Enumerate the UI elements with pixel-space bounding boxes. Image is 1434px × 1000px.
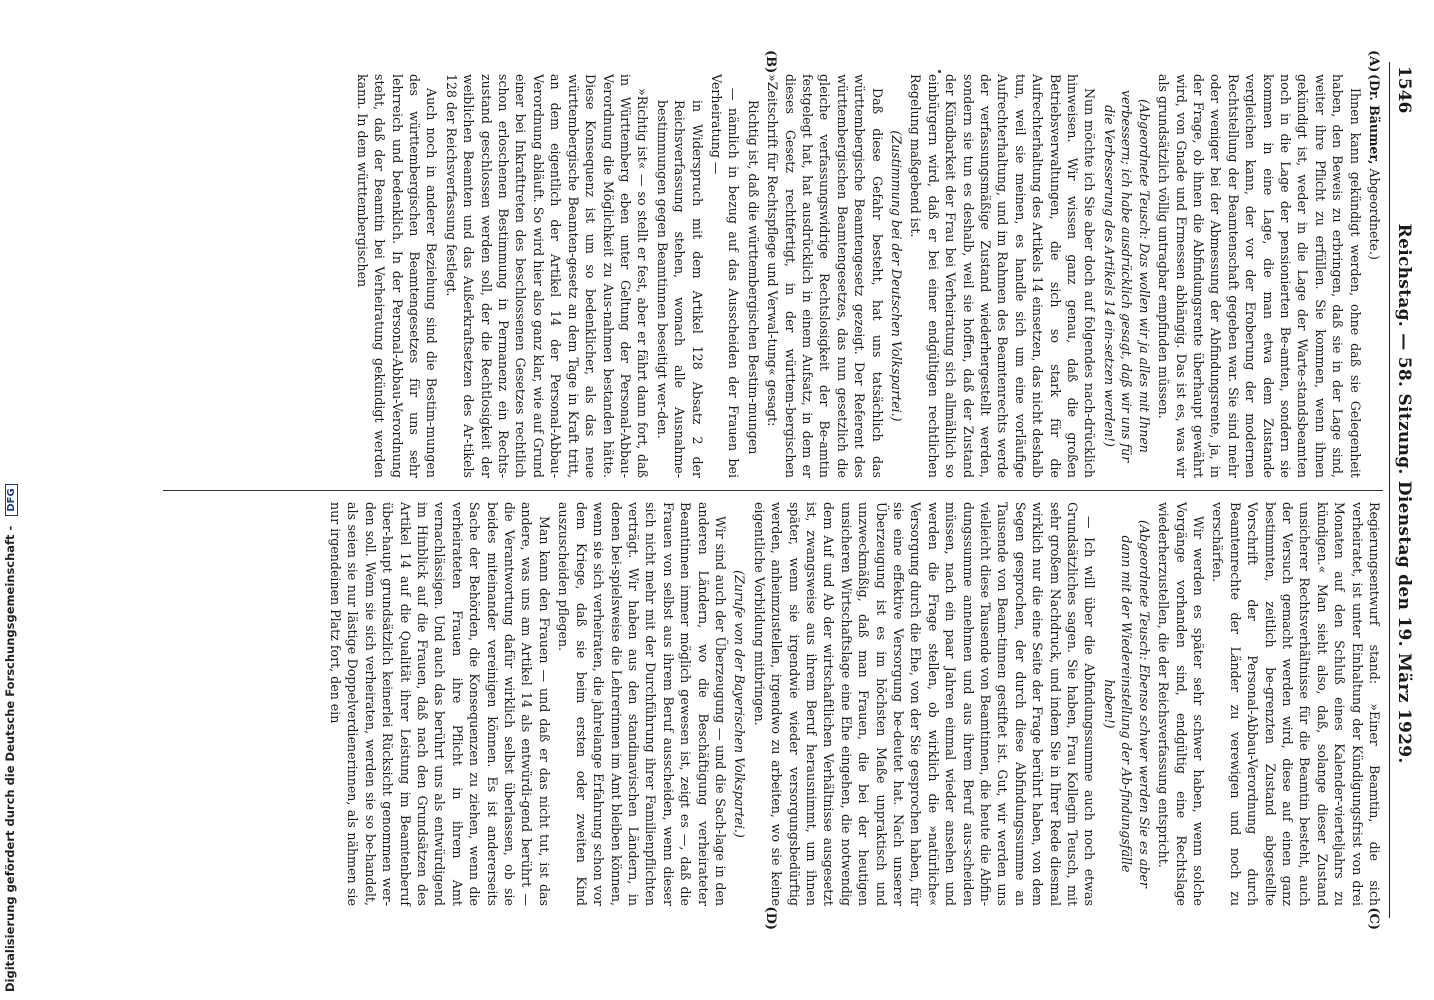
margin-marker-a: (A) <box>1366 50 1381 73</box>
margin-marker-d: (D) <box>763 906 778 930</box>
paragraph: Man kann den Frauen — und daß er das nicht tut, ist das andere, was uns am Artikel 14 als entwürdi-gend berührt — die Verantwortung dafür wirklich selbst überlassen, ob sie beides miteinander vereinigen können. Es ist andererseits Sache der Behörden, die Konsequenzen zu ziehen, wenn die verheirateten Frauen ihre Pflicht in ihrem Amt vernachlässigen. Und auch das berührt uns als entwürdigend im Hinblick auf die Frauen, daß nach den Grundsätzen des Artikel 14 auf die Qualität ihrer Leistung im Beamtenberuf über-haupt grundsätzlich keinerlei Rücksicht genommen wer-den soll. Wenn sie sich verheiraten, werden sie so be-handelt, als seien sie nur lästige Doppelverdienerinnen, als nähmen sie nur irgendeinen Platz fort, den ein <box>328 502 552 906</box>
digitization-credit <box>0 0 22 1000</box>
dfg-logo: DFG <box>5 484 18 515</box>
right-column <box>163 490 1383 918</box>
quotation: in Widerspruch mit dem Artikel 128 Absatz 2 der Reichsverfassung stehen, wonach alle Ausnahme-bestimmungen gegen Beamtinnen beseitigt wer-den. <box>654 100 705 478</box>
margin-marker-b: (B) <box>763 50 778 74</box>
quotation: Richtig ist, daß die württembergischen Bestim-mungen <box>745 100 761 455</box>
paragraph: Nun möchte ich Sie aber doch auf folgendes nach-drücklich hinweisen. Wir wissen ganz genau, daß die großen Betriebsverwaltungen, die sich so stark für die Aufrechterhaltung des Artikels 14 einsetzen, das nicht deshalb tun, weil sie meinen, es handle sich um eine vorläufige Aufrechterhaltung, und im Rahmen des Beamtenrechts werde der verfassungsmäßige Zustand wiederhergestellt werden, sondern sie tun es deshalb, weil sie hoffen, daß der Zustand der Kündbarkeit der Frau bei Verheiratung sich allmählich so einbürgern wird, daß er bei einer endgültigen rechtlichen Regelung maßgebend ist. <box>908 74 1098 478</box>
paragraph: Wir sind auch der Überzeugung — und die Sach-lage in den anderen Ländern, wo die Beschäftigung verheirateter Beamtinnen immer möglich gewesen ist, zeigt es —, daß die Frauen von selbst aus ihrem Beruf ausscheiden, wenn dieser sich nicht mehr mit der Durchführung ihrer Familienpflichten verträgt. Wir haben aus den standinavischen Ländern, in denen bei-spielsweise die Lehrerinnen im Amt bleiben können, wenn sie sich verheiraten, die jahrelange Erfahrung schon vor dem Kriege, daß sie beim ersten oder zweiten Kind auszuscheiden pflegen. <box>556 502 728 906</box>
left-column <box>163 62 1383 490</box>
text-columns <box>163 50 1383 930</box>
credit-text: Digitalisierung gefördert durch die Deutsche Forschungsgemeinschaft - <box>3 525 17 992</box>
paragraph: Daß diese Gefahr besteht, hat uns tatsächlich das württembergische Beamtengesetz gezeigt. Der Referent des württembergischen Beamtengesetzes, das nun gesetzlich die gleiche verfassungswidrige Rechtslosigkeit der Be-amtin festgelegt hat, hat ausdrücklich in einem Aufsatz, in dem er dieses Gesetz rechtfertigt, in der württem-bergischen »Zeitschrift für Rechtspflege und Verwal-tung« gesagt: <box>765 74 885 478</box>
interjection: (Zustimmung bei der Deutschen Volkspartei.) <box>889 130 905 422</box>
paragraph: »Richtig ist« — so stellt er fest, aber er fährt dann fort, daß in Württemberg eben unter Geltung der Personal-Abbau-Verordnung die Möglichkeit zu Aus-nahmen bestanden hätte. Diese Konsequenz ist um so bedenklicher, als das neue württembergische Beamten-gesetz an dem Tage in Kraft tritt, an dem eigentlich der Artikel 14 der Personal-Abbau-Verordnung abläuft. So wird hier also ganz klar, wie auf Grund einer bei Inkrafttreten des beschlossenen Gesetzes rechtlich schon erloschenen Bestimmung in Permanenz ein Rechts-zustand geschlossen werden soll, der die Rechtlosigkeit der weiblichen Beamten und das Außerkraftsetzen des Ar-tikels 128 der Reichsverfassung festlegt. <box>443 74 651 478</box>
paragraph: — Ich will über die Abfindungssumme auch noch etwas Grundsätzliches sagen. Sie haben, Frau Kollegin Teusch, mit sehr großem Nachdruck, und indem Sie in Ihrer Rede diesmal wirklich nur die eine Seite der Frage berührt haben, von dem Segen gesprochen, der durch diese Abfindungssumme an Tausende von Beam-tinnen gestiftet ist. Gut, wir werden uns vielleicht diese Tausende von Beamtinnen, die heute die Abfin-dungssumme annehmen und aus ihrem Beruf aus-scheiden müssen, nach ein paar Jahren einmal wieder ansehen und werden die Frage stellen, ob wirklich die »natürliche« Versorgung durch die Ehe, von der Sie gesprochen haben, für sie eine effektive Versorgung be-deutet hat. Nach unserer Überzeugung ist es im höchsten Maße unpraktisch und unzweckmäßig, daß man Frauen, die bei der heutigen unsicheren Wirtschaftslage eine Ehe eingehen, die notwendig dem Auf und Ab der wirtschaftlichen Verhältnisse ausgesetzt ist, zwangsweise aus ihrem Beruf herausnimmt, um ihnen später, wenn sie irgendwie wieder versorgungsbedürftig werden, anheimzustellen, irgendwo zu arbeiten, wo sie keine eigentliche Vorbildung mitbringen. <box>751 502 1098 906</box>
speaker-name: (Dr. Bäumer, <box>1367 74 1382 165</box>
paragraph: — nämlich in bezug auf das Ausscheiden der Frauen bei Verheiratung — <box>708 74 742 478</box>
speaker-role: Abgeordnete.) <box>1367 168 1382 260</box>
interjection: (Zurufe von der Bayerischen Volkspartei.) <box>732 570 748 838</box>
paragraph: Ihnen kann gekündigt werden, ohne daß sie Gelegenheit haben, den Beweis zu erbringen, daß sie in der Lage sind, weiter ihre Pflicht zu erfüllen. Sie kommen, wenn ihnen gekündigt ist, weder in die Lage der Warte-standsbeamten noch in die Lage der pensionierten Be-amten, sondern sie kommen in eine Lage, die man etwa dem Zustande vergleichen kann, der vor der Eroberung der modernen Rechtstellung der Beamtenschaft gegeben war. Sie sind mehr oder weniger bei der Abmessung der Abfindungsrente, ja, in der Frage, ob ihnen die Abfindungsrente überhaupt gewährt wird, von Gnade und Ermessen abhängig. Das ist es, was wir als grundsätzlich völlig untragbar empfinden müssen. <box>1156 74 1363 478</box>
interjection: (Abgeordnete Teusch: Das wollen wir ja alles mit Ihnen verbessern; ich habe ausdrücklich gesagt, daß wir uns für die Verbesserung des Artikels 14 ein-setzen werden!) <box>1101 89 1152 463</box>
running-head <box>1389 62 1416 918</box>
paragraph: Wir werden es später sehr schwer haben, wenn solche Vorgänge vorhanden sind, endgültig eine Rechtslage wiederherzustellen, die der Reichsverfassung entspricht. <box>1156 502 1206 906</box>
margin-marker-c: (C) <box>1366 907 1381 930</box>
scanned-page <box>146 50 1416 930</box>
paragraph: Auch noch in anderer Beziehung sind die Bestim-mungen des württembergischen Beamtengesetzes für uns sehr lehrreich und bedenklich. In der Personal-Abbau-Verordnung steht, daß der Beamtin bei Verheiratung gekündigt werden kann. In dem württembergischen <box>354 74 440 478</box>
interjection: (Abgeordnete Teusch: Ebenso schwer werden Sie es aber dann mit der Wiedereinstellung der Ab-findungsfälle haben!) <box>1101 520 1152 888</box>
paragraph: Regierungsentwurf stand: »Einer Beamtin, die sich verheiratet, ist unter Einhaltung der Kündigungsfrist von drei Monaten auf den Schluß eines Kalender-vierteljahrs zu kündigen.« Man sieht also, daß, solange dieser Zustand unsicherer Rechtsverhältnisse für die Beamtin besteht, auch der Versuch gemacht werden wird, diese auf einen ganz bestimmten, zeitlich be-grenzten Zustand abgestellte Vorschrift der Personal-Abbau-Verordnung durch Beamtenrechte der Länder zu verewigen und noch zu verschärfen. <box>1210 502 1382 906</box>
page-number: 1546 <box>1394 66 1414 114</box>
speaker-line <box>1366 74 1383 478</box>
column-divider <box>163 490 1383 491</box>
scan-speck <box>938 70 941 73</box>
page-title: Reichstag. — 58. Sitzung. Dienstag den 19. März 1929. <box>1394 223 1414 764</box>
